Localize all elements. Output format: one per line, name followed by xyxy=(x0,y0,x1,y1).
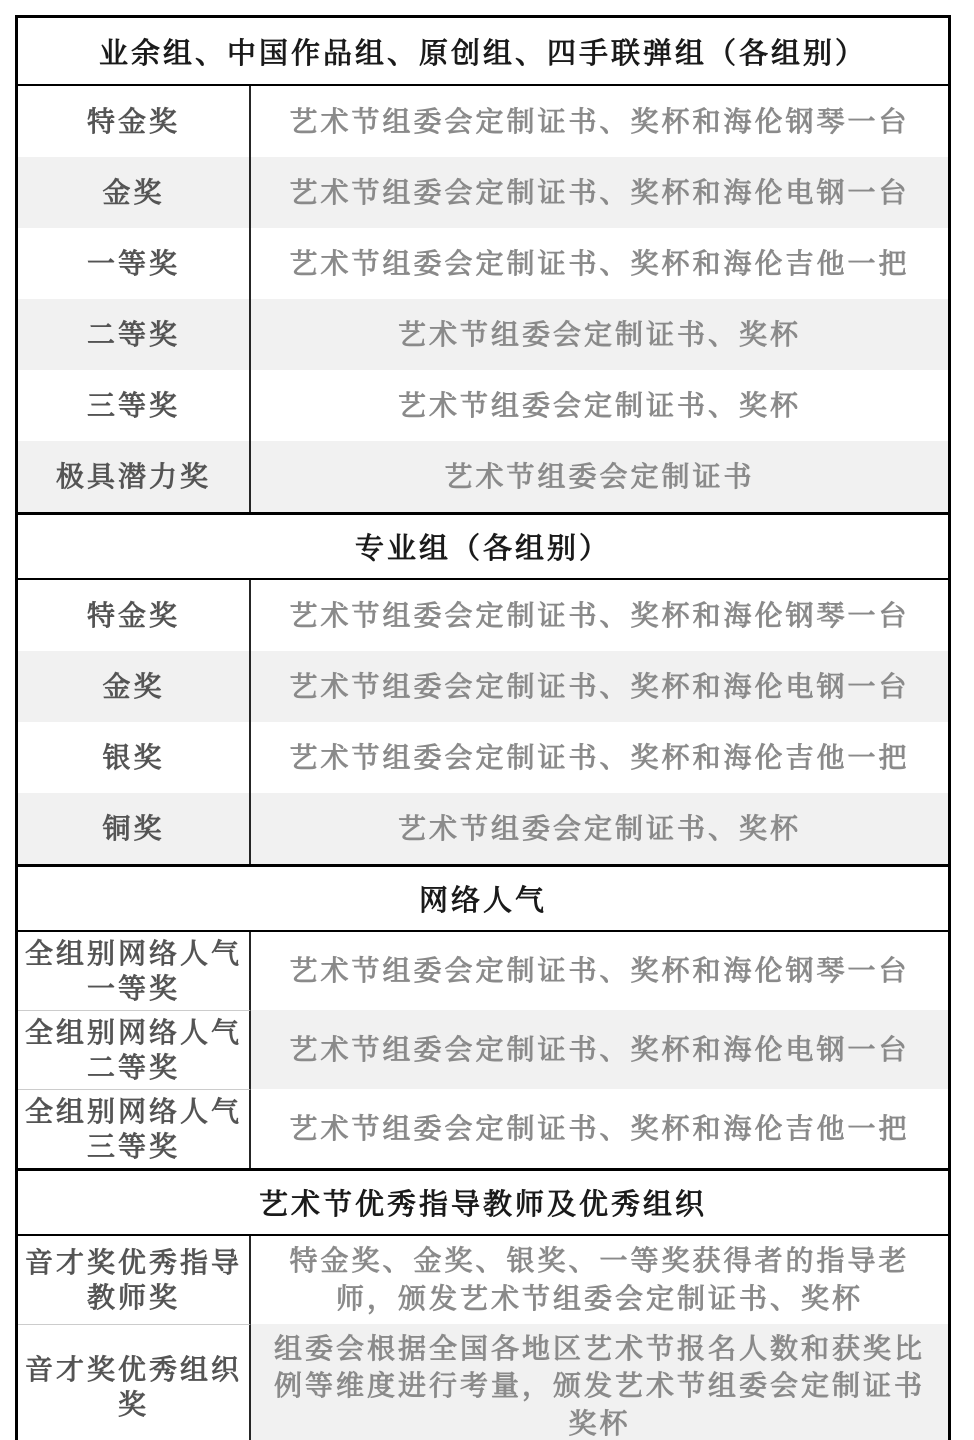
prize-cell xyxy=(251,157,948,228)
award-name: 全组别网络人气三等奖 xyxy=(24,1096,242,1162)
award-name-cell xyxy=(18,580,251,651)
table-row xyxy=(18,157,948,228)
table-row xyxy=(18,580,948,651)
award-name-cell xyxy=(18,299,251,370)
award-name-cell xyxy=(18,932,251,1010)
table-row xyxy=(18,228,948,299)
award-name-cell xyxy=(18,1236,251,1324)
prize-cell xyxy=(251,651,948,722)
award-name-cell xyxy=(18,651,251,722)
section-header-text: 艺术节优秀指导教师及优秀组织 xyxy=(258,1189,707,1221)
prize-text: 艺术节组委会定制证书、奖杯 xyxy=(397,812,801,844)
section-header-online-popularity xyxy=(18,864,948,932)
award-name-cell xyxy=(18,1010,251,1089)
table-row xyxy=(18,1236,948,1324)
prize-text: 艺术节组委会定制证书、奖杯 xyxy=(397,389,801,421)
award-name: 三等奖 xyxy=(86,390,180,421)
award-name: 铜奖 xyxy=(102,813,165,844)
prize-cell xyxy=(251,228,948,299)
table-row xyxy=(18,793,948,864)
prize-text: 艺术节组委会定制证书、奖杯 xyxy=(397,318,801,350)
prize-cell xyxy=(251,580,948,651)
award-name-cell xyxy=(18,722,251,793)
prize-text: 艺术节组委会定制证书、奖杯和海伦钢琴一台 xyxy=(289,955,910,987)
prize-text: 艺术节组委会定制证书、奖杯和海伦钢琴一台 xyxy=(289,599,910,631)
prize-cell xyxy=(251,1324,948,1440)
prize-text: 艺术节组委会定制证书、奖杯和海伦钢琴一台 xyxy=(289,105,910,137)
table-row xyxy=(18,1010,948,1089)
table-row xyxy=(18,1089,948,1168)
award-name: 极具潜力奖 xyxy=(55,461,211,492)
section-header-outstanding-teacher-organization xyxy=(18,1168,948,1236)
table-row xyxy=(18,1324,948,1440)
prize-cell xyxy=(251,793,948,864)
award-name: 二等奖 xyxy=(86,319,180,350)
table-row xyxy=(18,441,948,512)
award-name: 全组别网络人气一等奖 xyxy=(24,938,242,1004)
section-header-professional xyxy=(18,512,948,580)
award-name-cell xyxy=(18,157,251,228)
section-header-text: 业余组、中国作品组、原创组、四手联弹组（各组别） xyxy=(98,37,867,70)
award-name: 全组别网络人气二等奖 xyxy=(24,1017,242,1083)
award-table xyxy=(15,15,951,1440)
prize-text: 艺术节组委会定制证书、奖杯和海伦吉他一把 xyxy=(289,1112,910,1144)
prize-text: 组委会根据全国各地区艺术节报名人数和获奖比例等维度进行考量，颁发艺术节组委会定制证书奖杯 xyxy=(273,1332,925,1440)
award-name: 特金奖 xyxy=(86,106,180,137)
award-name: 音才奖优秀组织奖 xyxy=(24,1353,242,1420)
prize-text: 特金奖、金奖、银奖、一等奖获得者的指导老师，颁发艺术节组委会定制证书、奖杯 xyxy=(289,1245,910,1314)
prize-cell xyxy=(251,299,948,370)
prize-cell xyxy=(251,370,948,441)
section-header-text: 网络人气 xyxy=(418,885,547,917)
prize-text: 艺术节组委会定制证书、奖杯和海伦吉他一把 xyxy=(289,741,910,773)
award-name-cell xyxy=(18,1324,251,1440)
award-name-cell xyxy=(18,441,251,512)
award-name-cell xyxy=(18,793,251,864)
prize-cell xyxy=(251,1010,948,1089)
table-row xyxy=(18,722,948,793)
prize-text: 艺术节组委会定制证书 xyxy=(444,460,755,492)
prize-cell xyxy=(251,441,948,512)
prize-cell xyxy=(251,932,948,1010)
table-row xyxy=(18,651,948,722)
table-row xyxy=(18,86,948,157)
prize-text: 艺术节组委会定制证书、奖杯和海伦电钢一台 xyxy=(289,176,910,208)
award-name: 特金奖 xyxy=(86,600,180,631)
prize-cell xyxy=(251,722,948,793)
prize-cell xyxy=(251,86,948,157)
prize-text: 艺术节组委会定制证书、奖杯和海伦吉他一把 xyxy=(289,247,910,279)
award-name: 一等奖 xyxy=(86,248,180,279)
prize-cell xyxy=(251,1236,948,1324)
table-row xyxy=(18,370,948,441)
award-name-cell xyxy=(18,1089,251,1168)
award-name: 金奖 xyxy=(102,177,165,208)
table-row xyxy=(18,299,948,370)
award-name: 音才奖优秀指导教师奖 xyxy=(24,1246,242,1313)
table-row xyxy=(18,932,948,1010)
award-name-cell xyxy=(18,86,251,157)
prize-text: 艺术节组委会定制证书、奖杯和海伦电钢一台 xyxy=(289,1033,910,1065)
section-header-text: 专业组（各组别） xyxy=(354,533,611,565)
award-name-cell xyxy=(18,228,251,299)
award-name-cell xyxy=(18,370,251,441)
award-name: 银奖 xyxy=(102,742,165,773)
prize-text: 艺术节组委会定制证书、奖杯和海伦电钢一台 xyxy=(289,670,910,702)
prize-cell xyxy=(251,1089,948,1168)
section-header-amateur xyxy=(18,18,948,86)
award-name: 金奖 xyxy=(102,671,165,702)
